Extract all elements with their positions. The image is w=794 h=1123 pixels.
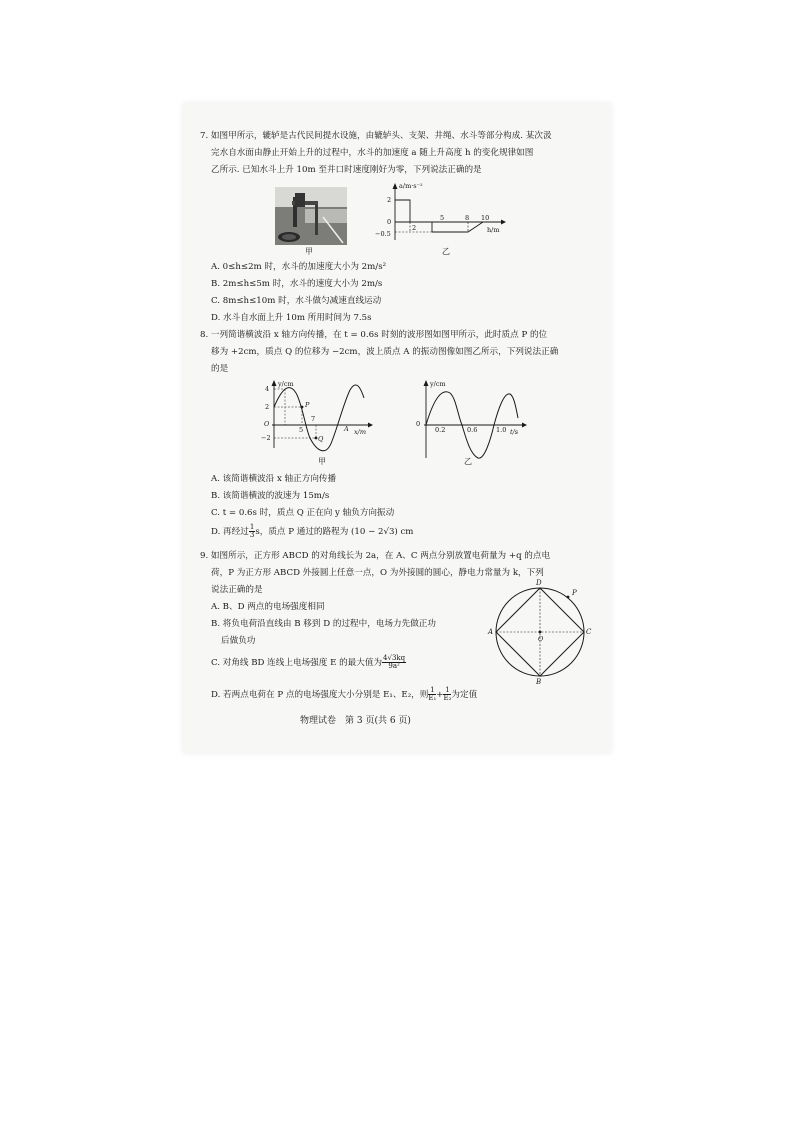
q8-wave-ylabel: y/cm: [278, 380, 294, 388]
q8-option-c[interactable]: C. t = 0.6s 时，质点 Q 正在向 y 轴负方向振动: [211, 508, 395, 518]
q9-stem-line2: 荷，P 为正方形 ABCD 外接圆上任意一点，O 为外接圆的圆心，静电力常量为 k，下列: [211, 568, 544, 578]
q8-option-d-frac-den: 3: [249, 531, 255, 539]
q8-vib-ttick-0-2: 0.2: [435, 426, 446, 434]
q9-option-d-f1-num: 1: [430, 686, 435, 694]
q7-stem-line3: 乙所示. 已知水斗上升 10m 至井口时速度刚好为零，下列说法正确的是: [211, 165, 482, 175]
q9-label-a: A: [488, 628, 494, 636]
q9-option-c[interactable]: [211, 655, 406, 670]
q7-option-d[interactable]: D. 水斗自水面上升 10m 所用时间为 7.5s: [211, 313, 372, 323]
q8-option-d-frac-num: 1: [249, 523, 255, 531]
q9-option-b-cont: 后做负功: [221, 636, 256, 646]
q7-graph-xtick-5: 5: [440, 214, 445, 222]
q8-vibration-graph: [410, 378, 530, 466]
q8-vib-xlabel: t/s: [510, 428, 519, 436]
q9-option-c-pre: C. 对角线 BD 连线上电场强度 E 的最大值为: [211, 658, 383, 668]
q7-stem-line1: 7. 如图甲所示，辘轳是古代民间提水设施，由辘轳头、支架、井绳、水斗等部分构成. 某次汲: [200, 131, 552, 141]
q7-graph-ytick-0: 0: [387, 218, 392, 226]
q8-option-a[interactable]: A. 该简谐横波沿 x 轴正方向传播: [211, 474, 337, 484]
q8-option-b[interactable]: B. 该简谐横波的波速为 15m/s: [211, 491, 330, 501]
q8-vib-ttick-0-6: 0.6: [467, 426, 478, 434]
q9-option-d-post: 为定值: [451, 690, 478, 700]
q8-option-d-post: s，质点 P 通过的路程为 (10 − 2√3) cm: [255, 527, 414, 537]
q8-wave-caption: 甲: [318, 457, 326, 466]
q9-option-c-frac-num: 4√3kq: [383, 654, 406, 662]
q7-figure-graph: [375, 180, 515, 250]
q7-option-a[interactable]: A. 0≤h≤2m 时，水斗的加速度大小为 2m/s²: [211, 262, 387, 272]
page-footer: 物理试卷 第 3 页(共 6 页): [300, 716, 411, 726]
q8-wave-ytick-neg2: −2: [261, 434, 271, 442]
q8-stem-line3: 的是: [211, 364, 229, 374]
q9-label-d: D: [536, 579, 542, 587]
q9-option-d-plus: +: [436, 690, 444, 700]
q9-label-b: B: [536, 678, 542, 686]
q8-wave-point-a: A: [344, 425, 349, 433]
q7-graph-xtick-8: 8: [465, 214, 470, 222]
q9-label-p: P: [572, 589, 577, 597]
q8-wave-point-q: Q: [318, 435, 324, 443]
q7-photo-caption: 甲: [305, 247, 313, 256]
q8-wave-ytick-2: 2: [265, 403, 270, 411]
q9-option-d-f2-den: E₂: [443, 694, 452, 702]
q8-vib-ylabel: y/cm: [430, 380, 446, 388]
q8-wave-xlabel: x/m: [354, 428, 367, 436]
q9-square-circle-figure: [488, 552, 592, 686]
q9-option-d-f1-den: E₁: [428, 694, 437, 702]
q7-graph-ylabel: a/m·s⁻²: [399, 182, 423, 190]
q9-label-c: C: [586, 628, 592, 636]
q7-figure-photo: [275, 187, 347, 245]
q8-vib-ttick-1-0: 1.0: [496, 426, 507, 434]
q8-wave-graph: [258, 378, 378, 466]
q8-option-d[interactable]: [211, 524, 413, 539]
q8-wave-xtick-7: 7: [311, 415, 316, 423]
q9-option-d-pre: D. 若两点电荷在 P 点的电场强度大小分别是 E₁、E₂，则: [211, 690, 429, 700]
q8-stem-line1: 8. 一列简谐横波沿 x 轴方向传播，在 t = 0.6s 时刻的波形图如图甲所示，此时质点 P 的位: [200, 330, 548, 340]
q8-wave-ytick-4: 4: [265, 385, 270, 393]
q9-label-o: O: [538, 635, 544, 643]
q8-wave-xtick-5: 5: [299, 426, 304, 434]
q7-graph-xlabel: h/m: [487, 226, 500, 234]
q7-graph-xtick-2: 2: [412, 224, 417, 232]
q8-vib-caption: 乙: [464, 457, 472, 466]
q9-stem-line1: 9. 如图所示，正方形 ABCD 的对角线长为 2a，在 A、C 两点分别放置电荷量为 +q 的点电: [200, 551, 551, 561]
q7-graph-ytick-2: 2: [387, 196, 392, 204]
q9-option-a[interactable]: A. B、D 两点的电场强度相同: [211, 602, 325, 612]
q8-option-d-pre: D. 再经过: [211, 527, 249, 537]
q7-option-b[interactable]: B. 2m≤h≤5m 时，水斗的速度大小为 2m/s: [211, 279, 383, 289]
q9-option-d[interactable]: [211, 687, 477, 702]
q7-graph-caption: 乙: [442, 247, 450, 256]
q8-vib-origin: 0: [416, 420, 421, 428]
q7-graph-ytick-neg: −0.5: [375, 230, 391, 238]
q7-option-c[interactable]: C. 8m≤h≤10m 时，水斗做匀减速直线运动: [211, 296, 382, 306]
q9-option-c-frac-den: 9a²: [388, 662, 400, 670]
q7-stem-line2: 完水自水面由静止开始上升的过程中，水斗的加速度 a 随上升高度 h 的变化规律如图: [211, 148, 534, 158]
q8-stem-line2: 移为 +2cm，质点 Q 的位移为 −2cm，波上质点 A 的振动图像如图乙所示，下列说法正确: [211, 347, 559, 357]
q7-graph-xtick-10: 10: [481, 214, 490, 222]
q8-wave-point-p: P: [305, 401, 310, 409]
q9-option-c-fraction: [382, 655, 406, 670]
q9-option-b[interactable]: B. 将负电荷沿直线由 B 移到 D 的过程中，电场力先做正功: [211, 619, 436, 629]
q9-stem-line3: 说法正确的是: [211, 585, 263, 595]
q9-option-d-f2-num: 1: [445, 686, 450, 694]
q8-wave-origin: O: [264, 420, 270, 428]
